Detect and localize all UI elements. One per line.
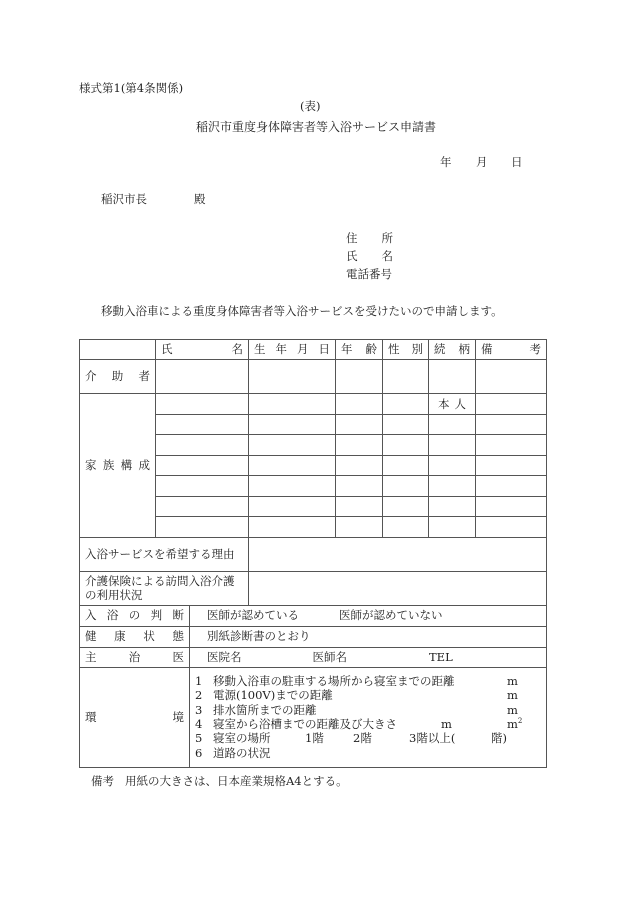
tel-label: TEL (429, 649, 453, 664)
caregiver-age[interactable] (336, 360, 383, 394)
family-sex[interactable] (383, 496, 429, 517)
family-name[interactable] (156, 517, 249, 538)
family-birthdate[interactable] (249, 517, 336, 538)
form-side: (表) (300, 99, 321, 113)
form-title: 稲沢市重度身体障害者等入浴サービス申請書 (196, 120, 437, 134)
caregiver-row (80, 360, 547, 394)
application-table (79, 339, 547, 768)
note (91, 776, 348, 788)
hospital-name-label: 医院名 (207, 649, 242, 664)
header-row (80, 340, 547, 360)
family-sex[interactable] (383, 394, 429, 415)
care-insurance-field[interactable] (249, 571, 547, 605)
header-remarks: 備 考 (476, 340, 547, 360)
family-age[interactable] (336, 414, 383, 435)
header-birthdate: 生 年 月 日 (249, 340, 336, 360)
family-name[interactable] (156, 476, 249, 497)
date-day: 日 (511, 155, 523, 169)
family-remarks[interactable] (476, 455, 547, 476)
header-name: 氏 名 (156, 340, 249, 360)
address-label: 住 所 (346, 231, 393, 245)
env-item: 5 寝室の場所 1階 2階 3階以上( 階) (195, 731, 507, 746)
header-blank (80, 340, 156, 360)
family-birthdate[interactable] (249, 394, 336, 415)
family-sex[interactable] (383, 476, 429, 497)
env-item: 4 寝室から浴槽までの距離及び大きさ m $m^2$ (195, 717, 523, 731)
family-remarks[interactable] (476, 414, 547, 435)
family-birthdate[interactable] (249, 476, 336, 497)
care-insurance-row (80, 571, 547, 605)
caregiver-name[interactable] (156, 360, 249, 394)
environment-label: 環 境 (80, 667, 190, 767)
family-label: 家 族 構 成 (80, 394, 156, 538)
family-age[interactable] (336, 476, 383, 497)
family-sex[interactable] (383, 414, 429, 435)
note-text: 用紙の大きさは、日本産業規格A4とする。 (125, 774, 348, 788)
name-label: 氏 名 (346, 249, 393, 263)
env-item: 2 電源(100V)までの距離 m (195, 688, 518, 703)
family-birthdate[interactable] (249, 435, 336, 456)
family-remarks[interactable] (476, 394, 547, 415)
caregiver-label: 介 助 者 (80, 360, 156, 394)
family-row (80, 394, 547, 415)
care-insurance-label: 介護保険による訪問入浴介護 の利用状況 (80, 571, 249, 605)
family-sex[interactable] (383, 517, 429, 538)
date-year: 年 (440, 155, 452, 169)
doctor-row (80, 647, 547, 667)
family-age[interactable] (336, 394, 383, 415)
bath-judgment-row (80, 605, 547, 626)
family-age[interactable] (336, 517, 383, 538)
honorific: 殿 (194, 192, 206, 206)
family-age[interactable] (336, 455, 383, 476)
family-birthdate[interactable] (249, 455, 336, 476)
health-row (80, 626, 547, 647)
doctor-fields (190, 647, 547, 667)
family-sex[interactable] (383, 435, 429, 456)
health-label: 健 康 状 態 (80, 626, 190, 647)
option-doctor-approves[interactable]: 医師が認めている (207, 608, 299, 623)
form-number: 様式第1(第4条関係) (79, 81, 184, 95)
caregiver-birthdate[interactable] (249, 360, 336, 394)
caregiver-remarks[interactable] (476, 360, 547, 394)
family-relation[interactable] (429, 496, 476, 517)
family-remarks[interactable] (476, 517, 547, 538)
family-relation[interactable] (429, 414, 476, 435)
family-relation-self: 本 人 (429, 394, 476, 415)
family-name[interactable] (156, 496, 249, 517)
family-birthdate[interactable] (249, 496, 336, 517)
reason-field[interactable] (249, 537, 547, 571)
family-name[interactable] (156, 394, 249, 415)
reason-label: 入浴サービスを希望する理由 (80, 537, 249, 571)
family-birthdate[interactable] (249, 414, 336, 435)
family-age[interactable] (336, 435, 383, 456)
env-item: 3 排水箇所までの距離 m (195, 702, 518, 717)
addressee: 稲沢市長 (101, 192, 147, 206)
bath-judgment-label: 入 浴 の 判 断 (80, 605, 190, 626)
family-name[interactable] (156, 414, 249, 435)
env-item: 6 道路の状況 (195, 745, 271, 760)
family-remarks[interactable] (476, 496, 547, 517)
header-sex: 性 別 (383, 340, 429, 360)
family-remarks[interactable] (476, 435, 547, 456)
physician-name-label: 医師名 (312, 649, 347, 664)
caregiver-sex[interactable] (383, 360, 429, 394)
header-age: 年 齢 (336, 340, 383, 360)
phone-label: 電話番号 (346, 267, 392, 281)
doctor-label: 主 治 医 (80, 647, 190, 667)
caregiver-relation[interactable] (429, 360, 476, 394)
application-statement: 移動入浴車による重度身体障害者等入浴サービスを受けたいので申請します。 (101, 304, 503, 318)
family-age[interactable] (336, 496, 383, 517)
note-label: 備考 (91, 774, 114, 788)
health-value: 別紙診断書のとおり (190, 626, 547, 647)
option-doctor-not-approves[interactable]: 医師が認めていない (339, 608, 443, 623)
family-relation[interactable] (429, 476, 476, 497)
family-name[interactable] (156, 435, 249, 456)
reason-row (80, 537, 547, 571)
family-relation[interactable] (429, 435, 476, 456)
family-remarks[interactable] (476, 476, 547, 497)
family-sex[interactable] (383, 455, 429, 476)
date-month: 月 (476, 155, 488, 169)
family-name[interactable] (156, 455, 249, 476)
environment-list (190, 667, 547, 767)
family-relation[interactable] (429, 517, 476, 538)
environment-row (80, 667, 547, 767)
family-relation[interactable] (429, 455, 476, 476)
env-item: 1 移動入浴車の駐車する場所から寝室までの距離 m (195, 673, 518, 688)
bath-judgment-options (190, 605, 547, 626)
header-relation: 続 柄 (429, 340, 476, 360)
